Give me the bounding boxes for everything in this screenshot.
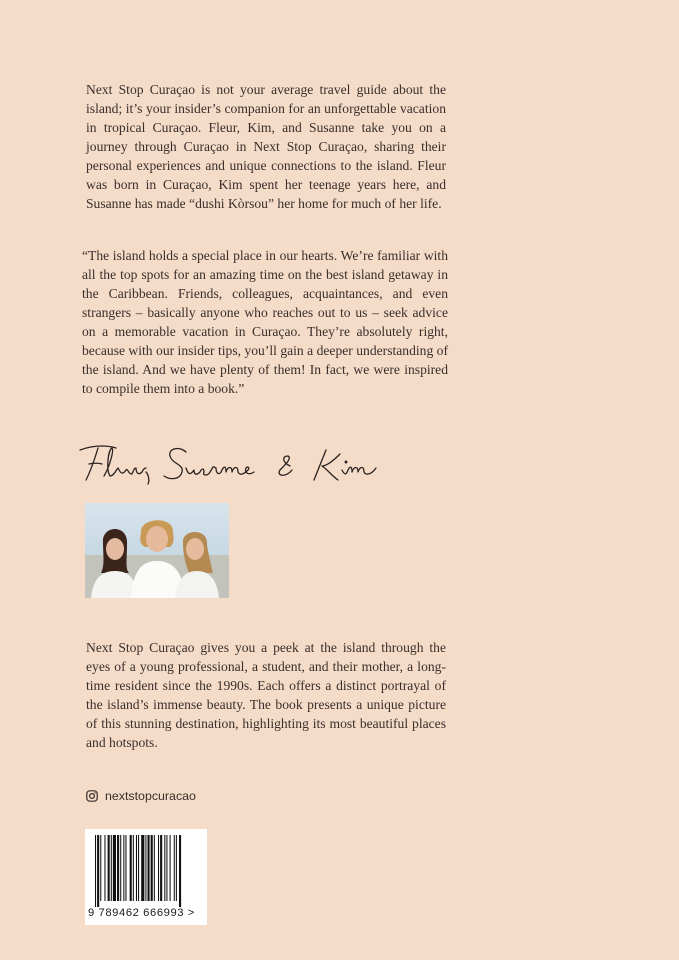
barcode-bar: [133, 835, 134, 901]
barcode-bar: [160, 835, 162, 901]
closing-paragraph: Next Stop Curaçao gives you a peek at the island through the eyes of a young professional, a student, and their mother, a long-time resident since the 1990s. Each offers a distinct portrayal of the island’s immense beauty. The book presents a unique picture of this stunning destination, highlighting its most beautiful places and hotspots.: [86, 640, 446, 750]
instagram-handle[interactable]: [86, 787, 196, 805]
barcode-bar: [120, 835, 121, 901]
barcode-bar: [136, 835, 137, 901]
isbn-barcode: [85, 829, 207, 925]
quote-paragraph: “The island holds a special place in our hearts. We’re familiar with all the top spots for an amazing time on the best island getaway in the Caribbean. Friends, colleagues, acquaintances, and even strangers – basically anyone who reaches out to us – seek advice on a memorable vacation in Curaçao. They’re absolutely right, because with our insider tips, you’ll gain a deeper understanding of the island. And we have plenty of them! In fact, we were inspired to compile them into a book.”: [82, 248, 448, 396]
barcode-bar: [164, 835, 165, 901]
barcode-bar: [138, 835, 139, 901]
barcode-bar: [148, 835, 150, 901]
barcode-bar: [95, 835, 96, 907]
barcode-bar: [170, 835, 171, 901]
signature-image: [76, 436, 396, 492]
barcode-bar: [130, 835, 132, 901]
handwritten-signature: [76, 436, 396, 492]
barcode-bar: [125, 835, 126, 901]
barcode-bar: [145, 835, 146, 901]
barcode-bar: [104, 835, 105, 901]
barcode-bar: [141, 835, 144, 901]
barcode-bar: [174, 835, 175, 901]
barcode-bar: [179, 835, 181, 907]
barcode-bar: [117, 835, 119, 901]
barcode-bar: [166, 835, 167, 901]
barcode-number: 9 789462 666993 >: [88, 907, 195, 919]
barcode-bar: [176, 835, 177, 901]
barcode-bar: [113, 835, 116, 901]
barcode-bars: [85, 829, 207, 909]
authors-photo: [85, 503, 229, 598]
instagram-icon: [86, 790, 98, 802]
barcode-bar: [123, 835, 124, 901]
barcode-bar: [158, 835, 159, 901]
barcode-bar: [111, 835, 112, 901]
barcode-bar: [151, 835, 153, 901]
intro-paragraph: Next Stop Curaçao is not your average travel guide about the island; it’s your insider’s companion for an unforgettable vacation in tropical Curaçao. Fleur, Kim, and Susanne take you on a journey through Curaçao in Next Stop Curaçao, sharing their personal experiences and unique connections to the island. Fleur was born in Curaçao, Kim spent her teenage years here, and Susanne has made “dushi Kòrsou” her home for much of her life.: [86, 82, 446, 211]
barcode-bar: [100, 835, 101, 901]
barcode-bar: [154, 835, 155, 901]
instagram-handle-text: nextstopcuracao: [105, 789, 196, 803]
photo-illustration: [85, 503, 229, 598]
barcode-bar: [97, 835, 99, 907]
barcode-bar: [108, 835, 110, 901]
